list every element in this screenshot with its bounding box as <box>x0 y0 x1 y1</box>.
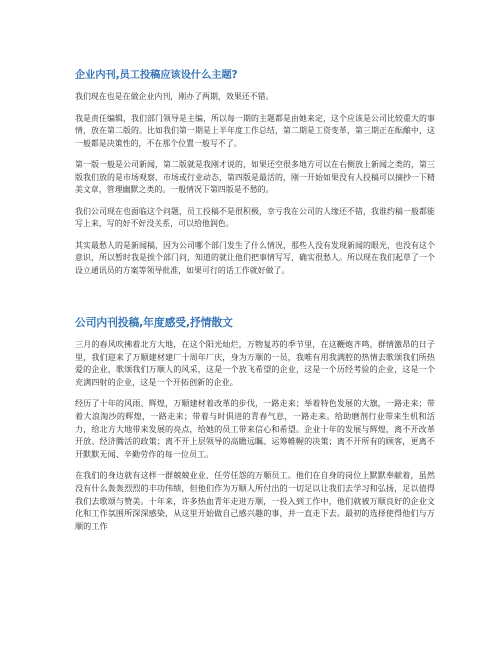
paragraph: 经历了十年的风雨、辉煌，万顺建材着改革的步伐，一路走来；举着特色发展的大旗，一路走来；带着大浪淘沙的辉煌，一路走来；带着与时俱进的青春气息，一路走来。给助磨剂行业带来生机和活力，给北方大地带来发展的亮点，给她的员工带来信心和希望。企业十年的发展与辉煌，离不开改革开放、经济腾活的政策；离不开上层领导的高瞻远瞩、运筹帷幄的决策；离不开所有的顾客，更离不开默默无闻、辛勤劳作的每一位员工。 <box>75 398 435 459</box>
paragraph: 其实最愁人的是新闻稿，因为公司哪个部门发生了什么情况，那些人没有发现新闻的眼光，也没有这个意识，所以暂时我是挨个部门问，知道的就让他们把事情写写，确实很愁人。所以现在我们起草了一个设立通讯员的方案等领导批准，如果可行的话工作就好做了。 <box>75 240 435 275</box>
paragraph: 我们公司现在也面临这个问题，员工投稿不是很积极，幸亏我在公司的人缘还不错，我谁约稿一般都能写上来，写的好不好没关系，可以给他润色。 <box>75 206 435 228</box>
paragraph: 三月的春风吹拂着北方大地，在这个阳光灿烂，万物复苏的季节里，在这鞭炮齐鸣，群情激昂的日子里，我们迎来了万顺建材建厂十周年厂庆，身为万顺的一员，我唯有用我满腔的热情去歌颂我们所热爱的企业，歌颂我们万顺人的风采，这是一个放飞希望的企业，这是一个历经考验的企业，这是一个充满四射的企业，这是一个开拓创新的企业。 <box>75 339 435 387</box>
section-title: 公司内刊投稿,年度感受,抒情散文 <box>75 316 233 329</box>
paragraph: 第一版一般是公司新闻，第二版就是我刚才说的，如果还空很多地方可以在右侧放上新闻之类的，第三版我们放的是市场观察，市场或行业动态，第四版是最活的，刚一开始如果没有人投稿可以摘抄一下精美文章，管理幽默之类的。一般情况下第四版是不愁的。 <box>75 160 435 194</box>
section-article-2 <box>75 316 435 541</box>
paragraph: 我们现在也是在做企业内刊，刚办了两期，效果还不错。 <box>75 92 274 101</box>
section-article-1 <box>75 69 435 286</box>
paragraph: 在我们的身边就有这样一群兢兢业业、任劳任怨的万顺员工。他们在自身的岗位上默默奉献着，虽然没有什么轰轰烈烈的丰功伟绩，但他们作为万顺人所付出的一切足以让我们去学习和弘扬，足以值得我们去歌颂与赞美。十年来，许多热血青年走进万顺，一投入到工作中，他们就被万顺良好的企业文化和工作氛围所深深感染，从这里开始做自己感兴趣的事，并一直走下去。最初的选择使得他们与万顺的工作 <box>75 470 435 531</box>
section-title: 企业内刊,员工投稿应该设什么主题? <box>75 70 238 81</box>
paragraph: 我是责任编辑，我们部门领导是主编，所以每一期的主题都是由她来定，这个应该是公司比较重大的事情，放在第二版的。比如我们第一期是上半年度工作总结，第二期是工资变革，第三期正在酝酿中，这一般都是决策性的，不在那个位置一般写不了。 <box>75 113 435 148</box>
